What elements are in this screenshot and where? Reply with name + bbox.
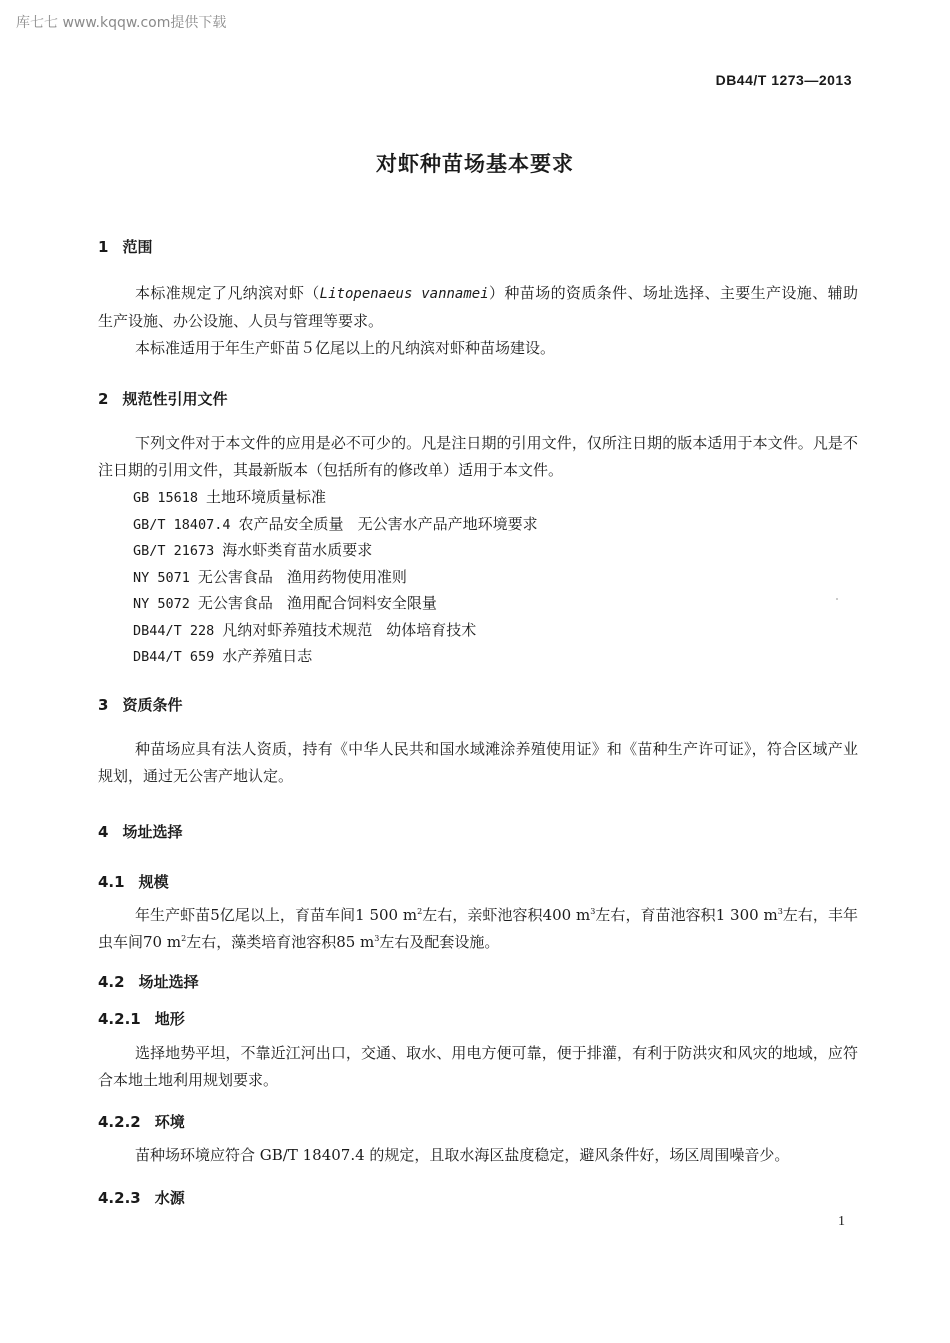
section-number: 4 (98, 823, 109, 841)
standard-code: DB44/T 1273—2013 (715, 72, 852, 88)
ref-code: DB44/T 659 (133, 649, 215, 665)
ref-code: NY 5072 (133, 596, 190, 612)
section-4-2-heading (98, 971, 199, 992)
text-run: 左右，亲虾池容积400 m (422, 906, 591, 924)
text-run: 左右，丰年虫车间70 m (98, 906, 858, 951)
paragraph: 本标准适用于年生产虾苗５亿尾以上的凡纳滨对虾种苗场建设。 (135, 339, 556, 357)
ref-name: 凡纳对虾养殖技术规范 (222, 620, 373, 639)
paragraph: 选择地势平坦，不靠近江河出口，交通、取水、用电方便可靠，便于排灌，有利于防洪灾和风灾的地域，应符合本地土地利用规划要求。 (98, 1044, 858, 1089)
reference-item (133, 565, 538, 592)
ref-name: 无公害食品 (197, 594, 273, 612)
ref-name: 海水虾类育苗水质要求 (222, 541, 373, 559)
text-run: ）种苗场的资质条件、场址选择、主要生产设施、辅助生产设施、办公设施、人员与管理等要求。 (98, 284, 858, 330)
ref-name: 土地环境质量标准 (206, 488, 327, 506)
section-number: 4.2.3 (98, 1189, 141, 1207)
section-2-heading (98, 388, 227, 409)
ref-subname: 渔用药物使用准则 (286, 567, 407, 586)
section-number: 3 (98, 696, 109, 714)
ref-code: GB/T 18407.4 (133, 516, 231, 533)
paragraph: 种苗场应具有法人资质，持有《中华人民共和国水域滩涂养殖使用证》和《苗种生产许可证》，符合区域产业规划，通过无公害产地认定。 (98, 740, 858, 785)
section-1-heading (98, 236, 152, 257)
section-4-2-2-heading (98, 1111, 185, 1132)
section-title: 资质条件 (122, 696, 183, 714)
ref-code: NY 5071 (133, 569, 190, 586)
section-4-1-body (98, 902, 858, 956)
reference-item (133, 618, 538, 645)
paragraph: 下列文件对于本文件的应用是必不可少的。凡是注日期的引用文件，仅所注日期的版本适用于本文件。凡是不注日期的引用文件，其最新版本（包括所有的修改单）适用于本文件。 (98, 434, 858, 479)
ref-subname: 无公害水产品产地环境要求 (357, 514, 538, 533)
ref-code: GB/T 21673 (133, 543, 215, 559)
section-number: 4.2.2 (98, 1113, 141, 1131)
section-title: 范围 (122, 238, 153, 256)
section-1-body (98, 280, 858, 362)
section-4-2-1-body (98, 1040, 858, 1094)
section-title: 场址选择 (138, 973, 199, 991)
superscript: 3 (777, 907, 783, 916)
paragraph: 苗种场环境应符合 GB/T 18407.4 的规定，且取水海区盐度稳定，避风条件好，场区周围噪音少。 (135, 1146, 790, 1164)
ref-code: DB44/T 228 (133, 622, 215, 639)
text-run: 左右及配套设施。 (379, 933, 500, 951)
ref-name: 水产养殖日志 (222, 647, 313, 665)
ref-code: GB 15618 (133, 490, 199, 506)
ref-name: 无公害食品 (197, 567, 273, 586)
section-number: 4.2 (98, 973, 125, 991)
section-3-body (98, 736, 858, 790)
page-number: 1 (838, 1214, 845, 1229)
section-title: 水源 (154, 1189, 185, 1207)
section-number: 1 (98, 238, 109, 256)
ref-name: 农产品安全质量 (238, 514, 344, 533)
section-4-heading (98, 821, 182, 842)
superscript: 2 (181, 934, 187, 943)
section-title: 规模 (138, 873, 169, 891)
superscript: 2 (417, 907, 423, 916)
text-run: 年生产虾苗5亿尾以上，育苗车间1 500 m (135, 906, 418, 924)
text-run: 本标准规定了凡纳滨对虾（ (135, 284, 320, 302)
reference-item (133, 485, 538, 512)
watermark-text: 库七七 www.kqqw.com提供下载 (16, 15, 227, 31)
section-number: 4.2.1 (98, 1010, 141, 1028)
section-4-1-heading (98, 871, 169, 892)
section-3-heading (98, 694, 182, 715)
section-4-2-1-heading (98, 1008, 185, 1029)
text-run: 左右，育苗池容积1 300 m (595, 906, 778, 924)
section-4-2-3-heading (98, 1187, 185, 1208)
latin-name: Litopenaeus vannamei (319, 286, 489, 302)
paragraph (98, 902, 858, 956)
superscript: 3 (374, 934, 380, 943)
paragraph (98, 280, 858, 335)
reference-list (133, 485, 538, 671)
page-title: 对虾种苗场基本要求 (376, 152, 574, 176)
section-title: 环境 (154, 1113, 185, 1131)
reference-item (133, 644, 538, 671)
section-2-body (98, 430, 858, 484)
superscript: 3 (590, 907, 596, 916)
reference-item (133, 512, 538, 539)
ref-subname: 幼体培育技术 (386, 620, 477, 639)
section-title: 地形 (154, 1010, 185, 1028)
section-number: 2 (98, 390, 109, 408)
section-4-2-2-body (98, 1142, 858, 1169)
scan-speck (836, 598, 838, 600)
ref-subname: 渔用配合饲料安全限量 (286, 594, 437, 612)
section-title: 规范性引用文件 (122, 390, 228, 408)
section-number: 4.1 (98, 873, 125, 891)
text-run: 左右，藻类培育池容积85 m (186, 933, 375, 951)
reference-item (133, 591, 538, 618)
section-title: 场址选择 (122, 823, 183, 841)
reference-item (133, 538, 538, 565)
